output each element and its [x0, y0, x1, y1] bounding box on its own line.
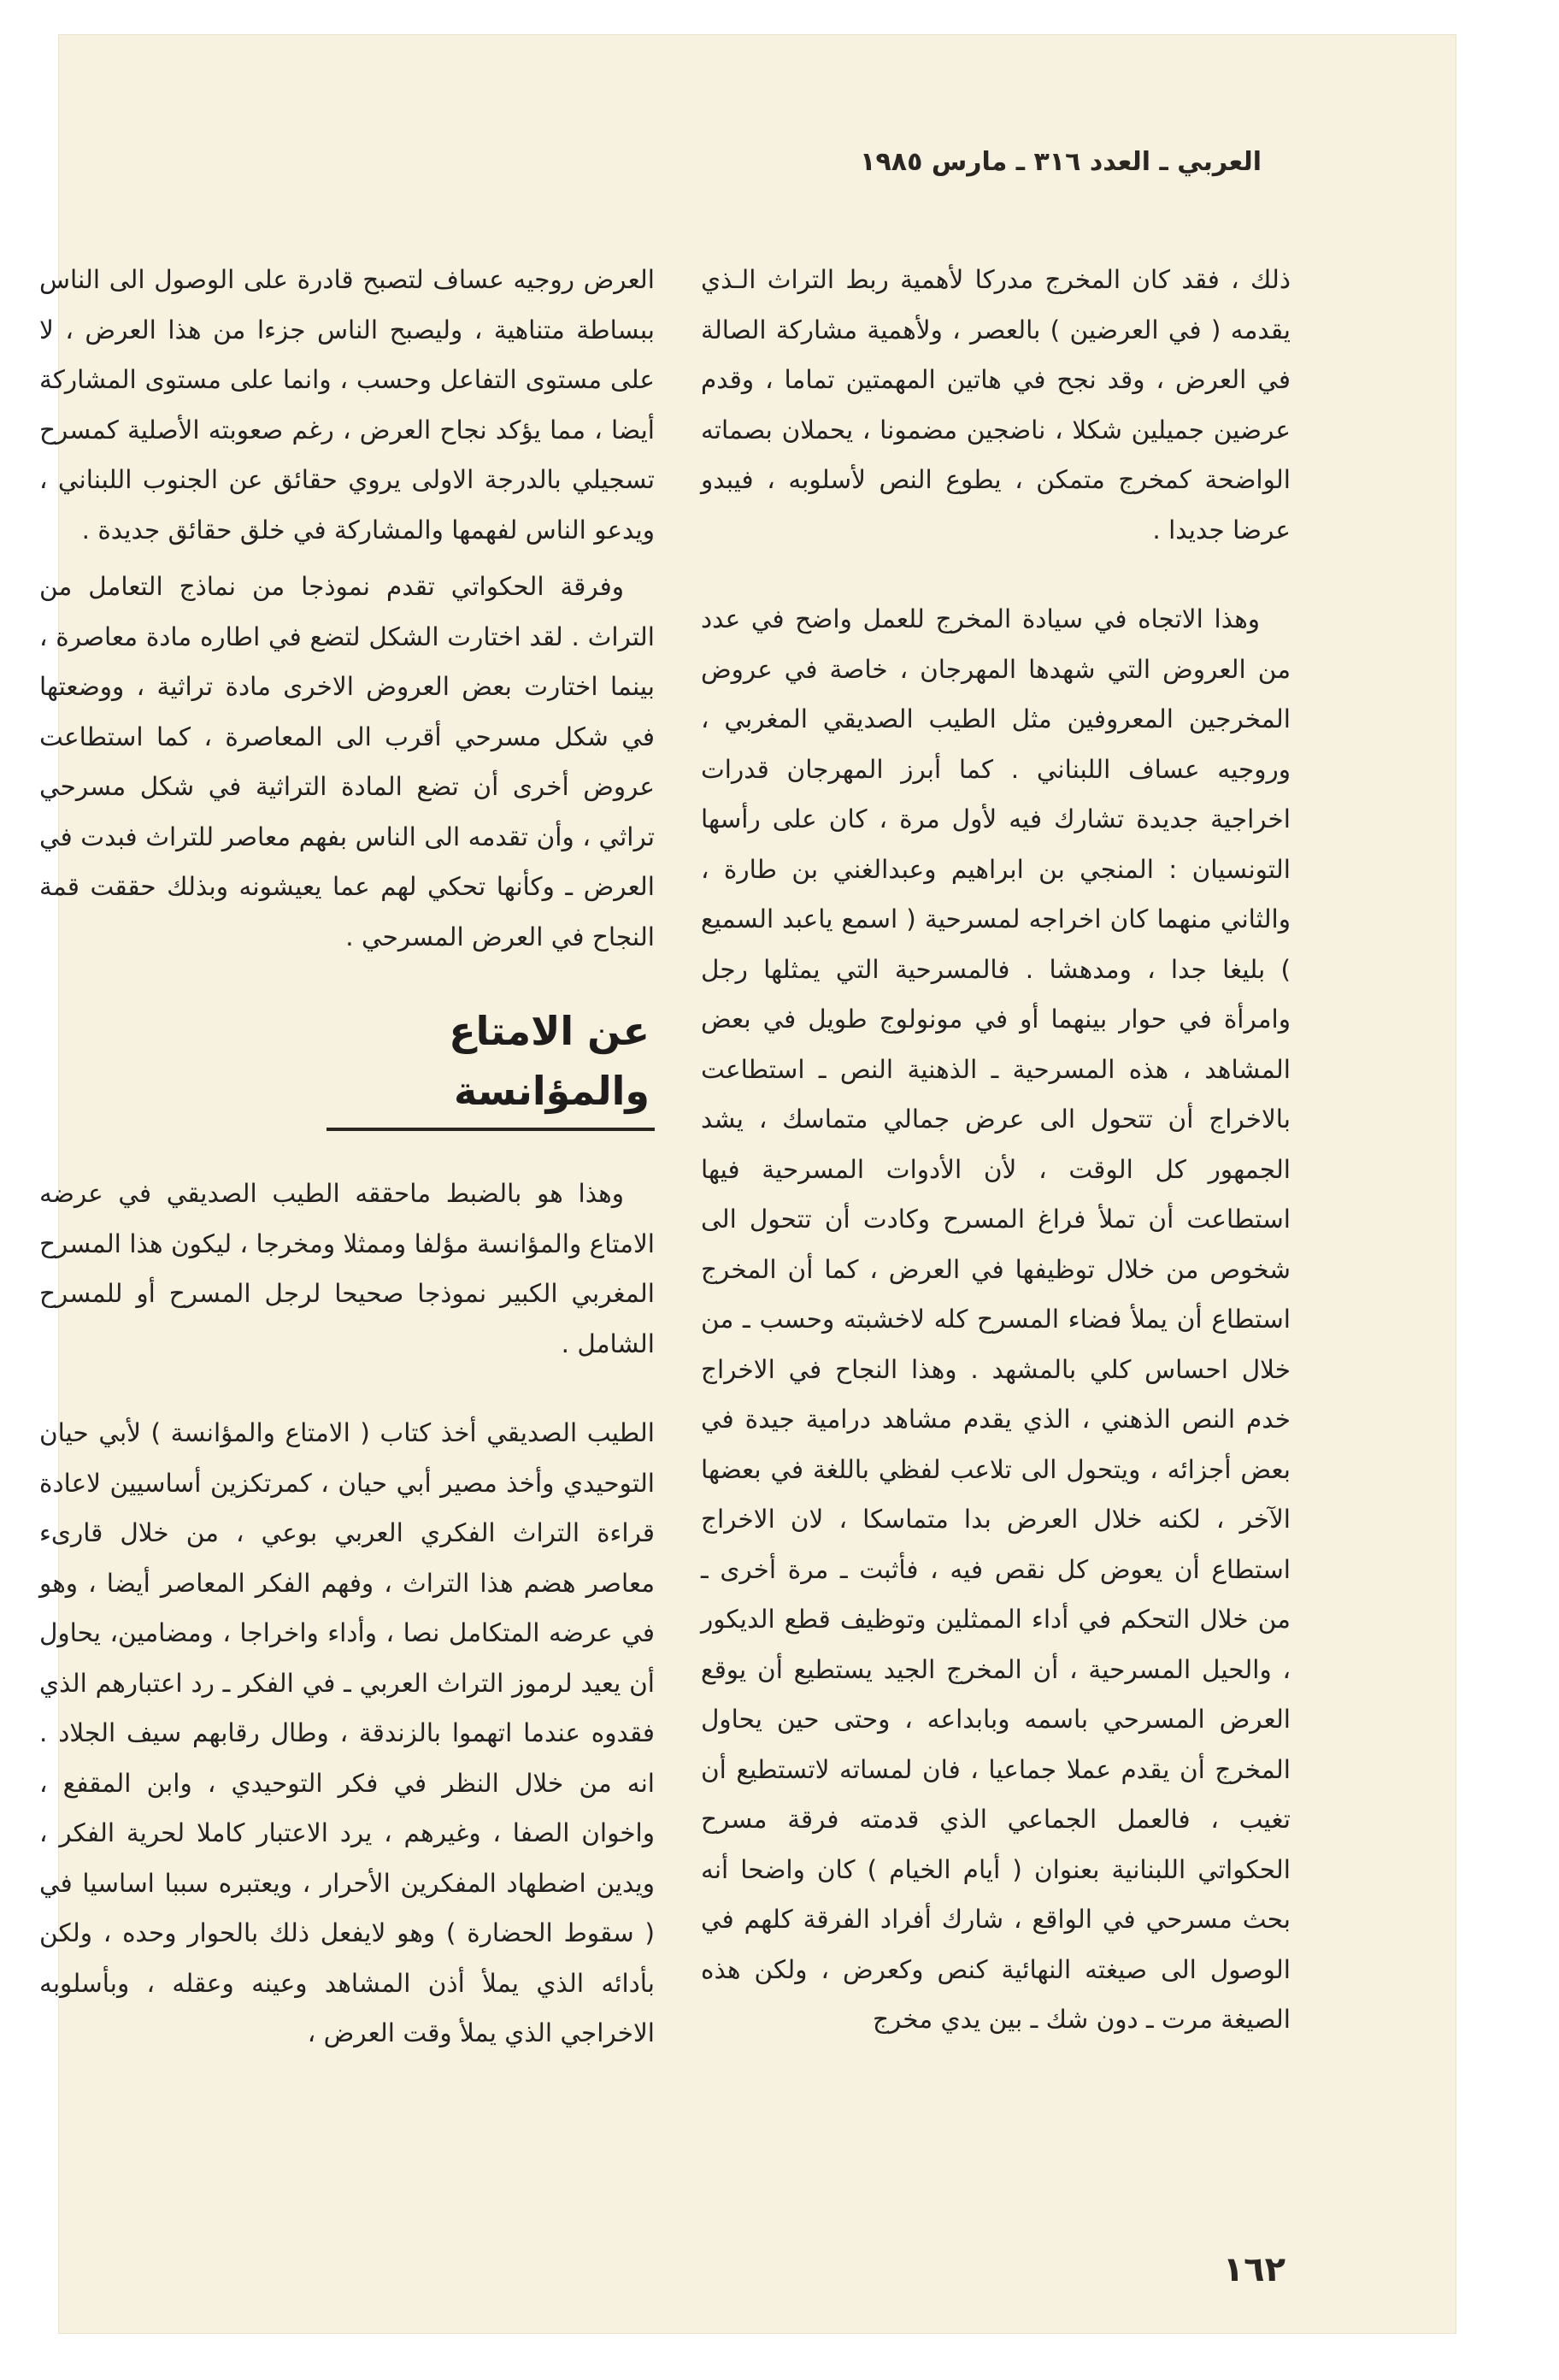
paragraph: وفرقة الحكواتي تقدم نموذجا من نماذج التعامل من التراث . لقد اختارت الشكل لتضع في اطاره مادة معاصرة ، بينما اختارت بعض العروض الاخرى مادة تراثية ، ووضعتها في شكل مسرحي أقرب الى المعاصرة ، كما استطاعت عروض أخرى أن تضع المادة التراثية في شكل مسرحي تراثي ، وأن تقدمه الى الناس بفهم معاصر للتراث فبدت في العرض ـ وكأنها تحكي لهم عما يعيشونه وبذلك حققت قمة النجاح في العرض المسرحي . — [39, 572, 655, 951]
page-number: ١٦٢ — [1222, 2250, 1285, 2289]
section-heading-block — [39, 1001, 655, 1131]
magazine-page — [39, 34, 1456, 2334]
running-head: العربي ـ العدد ٣١٦ ـ مارس ١٩٨٥ — [860, 147, 1262, 177]
paragraph: وهذا هو بالضبط ماحققه الطيب الصديقي في عرضه الامتاع والمؤانسة مؤلفا وممثلا ومخرجا ، ليكون هذا المسرح المغربي الكبير نموذجا صحيحا لرجل المسرح أو للمسرح الشامل . — [39, 1179, 655, 1358]
right-column — [701, 255, 1291, 2045]
paragraph: ذلك ، فقد كان المخرج مدركا لأهمية ربط التراث الـذي يقدمه ( في العرضين ) بالعصر ، ولأهمية مشاركة الصالة في العرض ، وقد نجح في هاتين المهمتين تماما ، وقدم عرضين جميلين شكلا ، ناضجين مضمونا ، يحملان بصماته الواضحة كمخرج متمكن ، يطوع النص لأسلوبه ، فيبدو عرضا جديدا . — [701, 265, 1291, 545]
left-column — [39, 255, 655, 2059]
paragraph: العرض روجيه عساف لتصبح قادرة على الوصول الى الناس ببساطة متناهية ، وليصبح الناس جزءا من هذا العرض ، لا على مستوى التفاعل وحسب ، وانما على مستوى المشاركة أيضا ، مما يؤكد نجاح العرض ، رغم صعوبته الأصلية كمسرح تسجيلي بالدرجة الاولى يروي حقائق عن الجنوب اللبناني ، ويدعو الناس لفهمها والمشاركة في خلق حقائق جديدة . — [39, 265, 655, 545]
paragraph: الطيب الصديقي أخذ كتاب ( الامتاع والمؤانسة ) لأبي حيان التوحيدي وأخذ مصير أبي حيان ، كمرتكزين أساسيين لاعادة قراءة التراث الفكري العربي بوعي ، من خلال قارىء معاصر هضم هذا التراث ، وفهم الفكر المعاصر أيضا ، وهو في عرضه المتكامل نصا ، وأداء واخراجا ، ومضامين، يحاول أن يعيد لرموز التراث العربي ـ في الفكر ـ رد اعتبارهم الذي فقدوه عندما اتهموا بالزندقة ، وطال رقابهم سيف الجلاد . انه من خلال النظر في فكر التوحيدي ، وابن المقفع ، واخوان الصفا ، وغيرهم ، يرد الاعتبار كاملا لحرية الفكر ، ويدين اضطهاد المفكرين الأحرار ، ويعتبره سببا اساسيا في ( سقوط الحضارة ) وهو لايفعل ذلك بالحوار وحده ، ولكن بأدائه الذي يملأ أذن المشاهد وعينه وعقله ، وبأسلوبه الاخراجي الذي يملأ وقت العرض ، — [39, 1418, 655, 2047]
paragraph: وهذا الاتجاه في سيادة المخرج للعمل واضح في عدد من العروض التي شهدها المهرجان ، خاصة في عروض المخرجين المعروفين مثل الطيب الصديقي المغربي ، وروجيه عساف اللبناني . كما أبرز المهرجان قدرات اخراجية جديدة تشارك فيه لأول مرة ، كان على رأسها التونسيان : المنجي بن ابراهيم وعبدالغني بن طارة ، والثاني منهما كان اخراجه لمسرحية ( اسمع ياعبد السميع ) بليغا جدا ، ومدهشا . فالمسرحية التي يمثلها رجل وامرأة في حوار بينهما أو في مونولوج طويل في بعض المشاهد ، هذه المسرحية ـ الذهنية النص ـ استطاعت بالاخراج أن تتحول الى عرض جمالي متماسك ، يشد الجمهور كل الوقت ، لأن الأدوات المسرحية فيها استطاعت أن تملأ فراغ المسرح وكادت أن تتحول الى شخوص من خلال توظيفها في العرض ، كما أن المخرج استطاع أن يملأ فضاء المسرح كله لاخشبته وحسب ـ من خلال احساس كلي بالمشهد . وهذا النجاح في الاخراج خدم النص الذهني ، الذي يقدم مشاهد درامية جيدة في بعض أجزائه ، ويتحول الى تلاعب لفظي باللغة في بعضها الآخر ، لكنه خلال العرض بدا متماسكا ، لان الاخراج استطاع أن يعوض كل نقص فيه ، فأثبت ـ مرة أخرى ـ من خلال التحكم في أداء الممثلين وتوظيف قطع الديكور ، والحيل المسرحية ، أن المخرج الجيد يستطيع أن يوقع العرض المسرحي باسمه وبابداعه ، وحتى حين يحاول المخرج أن يقدم عملا جماعيا ، فان لمساته لاتستطيع أن تغيب ، فالعمل الجماعي الذي قدمته فرقة مسرح الحكواتي اللبنانية بعنوان ( أيام الخيام ) كان واضحا أنه بحث مسرحي في الواقع ، شارك أفراد الفرقة كلهم في الوصول الى صيغته النهائية كنص وكعرض ، ولكن هذه الصيغة مرت ـ دون شك ـ بين يدي مخرج — [701, 604, 1291, 2034]
section-heading: عن الامتاع والمؤانسة — [327, 1001, 655, 1131]
